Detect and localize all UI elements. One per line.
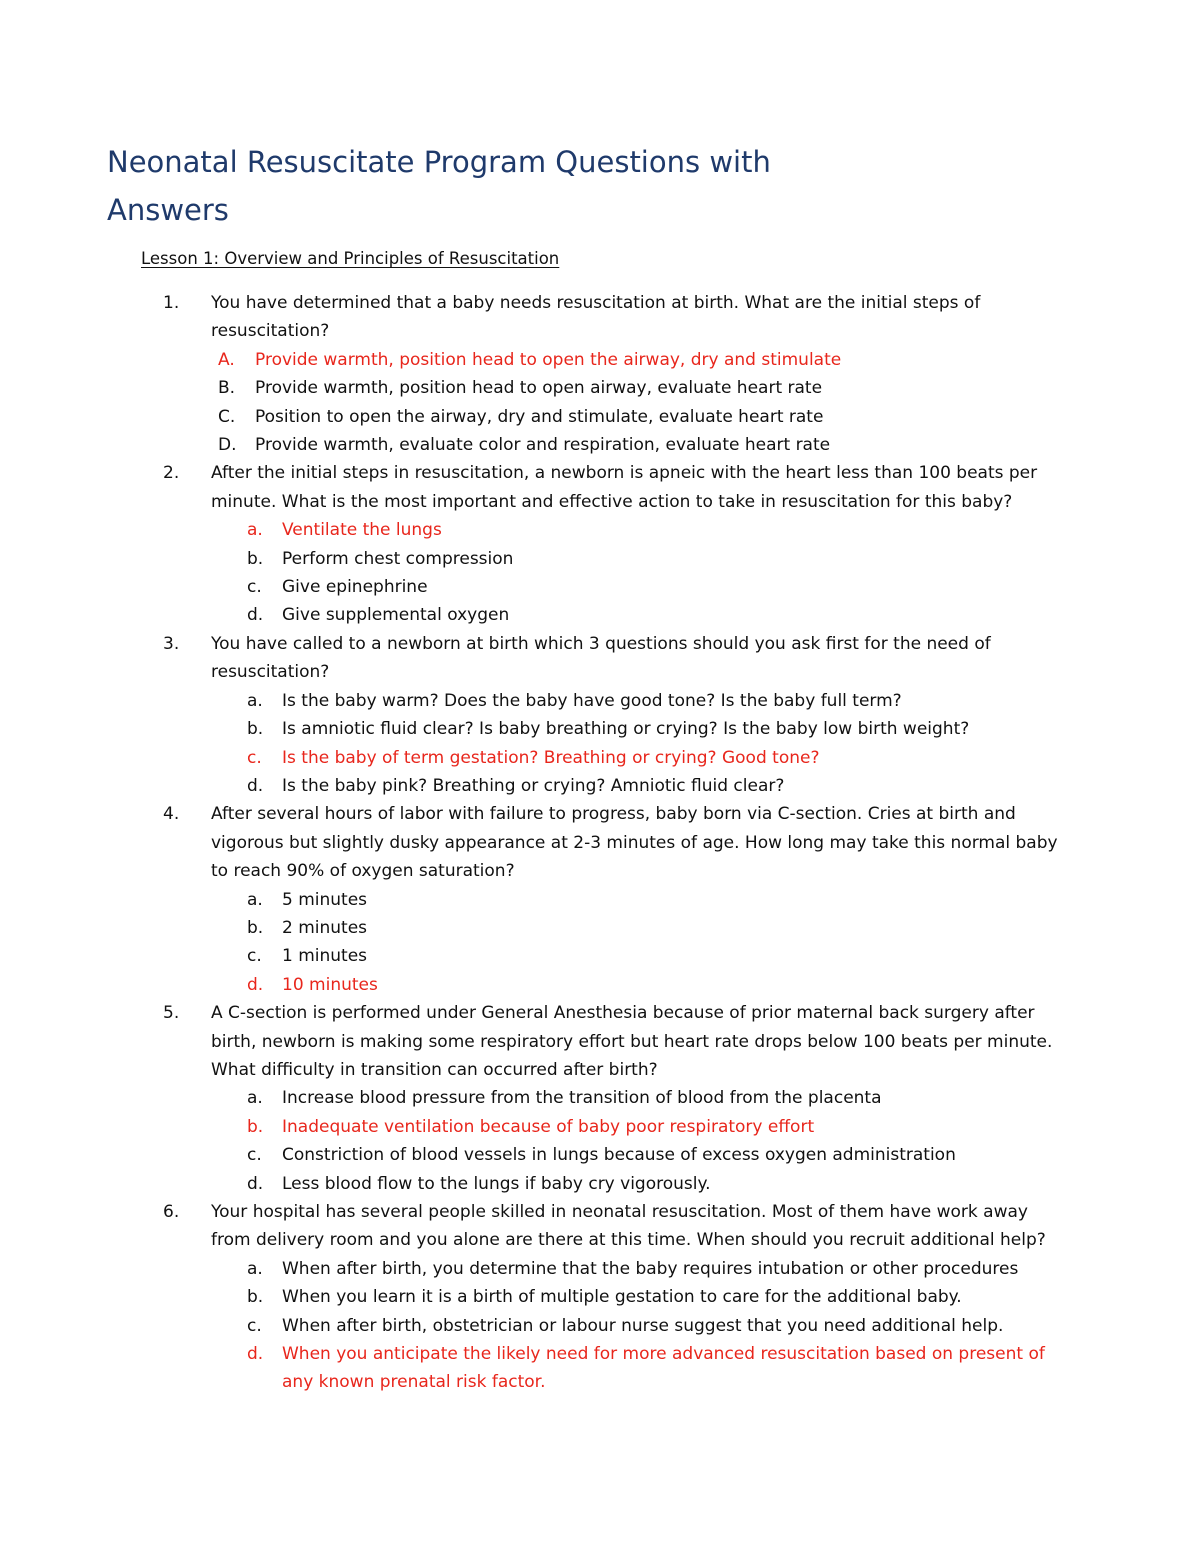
option-text: When after birth, you determine that the baby requires intubation or other procedures — [282, 1258, 1019, 1279]
option-list — [211, 687, 1071, 801]
answer-option — [211, 1141, 1071, 1169]
option-letter: c. — [247, 946, 262, 967]
option-text: When after birth, obstetrician or labour nurse suggest that you need additional help. — [282, 1315, 1004, 1336]
option-text: Provide warmth, evaluate color and respiration, evaluate heart rate — [255, 435, 831, 456]
option-letter: A. — [218, 349, 235, 370]
option-text: Provide warmth, position head to open the airway, dry and stimulate — [255, 349, 842, 370]
answer-option — [211, 601, 1071, 629]
option-list — [211, 516, 1071, 630]
option-letter: c. — [247, 1315, 262, 1336]
question-number: 3. — [163, 633, 180, 654]
answer-option — [211, 1255, 1071, 1283]
question-text: Your hospital has several people skilled in neonatal resuscitation. Most of them have work away from delivery room and you alone are there at this time. When should you recruit additional help? — [211, 1202, 1046, 1251]
option-text: Is amniotic fluid clear? Is baby breathing or crying? Is the baby low birth weight? — [282, 719, 970, 740]
option-letter: C. — [218, 406, 236, 427]
question-item — [0, 999, 1071, 1198]
option-text: 2 minutes — [282, 917, 368, 938]
question-item — [0, 1198, 1071, 1397]
option-list — [211, 886, 1071, 1000]
question-text: You have called to a newborn at birth which 3 questions should you ask first for the need of resuscitation? — [211, 633, 991, 683]
question-item — [0, 289, 1071, 459]
option-text: Is the baby pink? Breathing or crying? Amniotic fluid clear? — [282, 775, 785, 796]
option-text: Constriction of blood vessels in lungs because of excess oxygen administration — [282, 1145, 956, 1166]
answer-option — [211, 403, 1071, 431]
title-line-2: Answers — [107, 193, 229, 227]
answer-option — [211, 687, 1071, 715]
answer-option — [211, 1170, 1071, 1198]
option-letter: b. — [247, 917, 264, 938]
answer-option — [211, 1283, 1071, 1311]
option-letter: a. — [247, 1258, 263, 1279]
option-list — [211, 346, 1071, 460]
answer-option — [211, 914, 1071, 942]
question-item — [0, 630, 1071, 800]
option-letter: a. — [247, 520, 263, 541]
title-line-1: Neonatal Resuscitate Program Questions with — [107, 145, 771, 179]
answer-option — [211, 886, 1071, 914]
question-number: 5. — [163, 1003, 180, 1024]
question-text: After the initial steps in resuscitation, a newborn is apneic with the heart less than 100 beats per minute. What is the most important and effective action to take in resuscitation for this baby? — [211, 463, 1038, 512]
option-letter: d. — [247, 605, 264, 626]
question-number: 6. — [163, 1202, 180, 1222]
option-text: Provide warmth, position head to open airway, evaluate heart rate — [255, 378, 823, 399]
option-text: Is the baby warm? Does the baby have good tone? Is the baby full term? — [282, 690, 902, 711]
answer-option-correct — [211, 1113, 1071, 1141]
answer-option — [211, 573, 1071, 601]
question-text: A C-section is performed under General Anesthesia because of prior maternal back surgery after birth, newborn is making some respiratory effort but heart rate drops below 100 beats per minute. What difficulty in transition can occurred after birth? — [211, 1003, 1053, 1080]
option-text: Give epinephrine — [282, 577, 428, 598]
option-letter: b. — [247, 719, 264, 740]
answer-option — [211, 374, 1071, 402]
answer-option-correct — [211, 346, 1071, 374]
option-letter: b. — [247, 548, 264, 569]
option-letter: b. — [247, 1287, 264, 1308]
question-text: You have determined that a baby needs resuscitation at birth. What are the initial steps of resuscitation? — [211, 293, 981, 342]
answer-option — [211, 1312, 1071, 1340]
option-text: 1 minutes — [282, 946, 368, 967]
option-letter: d. — [247, 1344, 264, 1365]
question-number: 1. — [163, 293, 180, 313]
option-text: 10 minutes — [282, 974, 378, 995]
option-text: Give supplemental oxygen — [282, 605, 510, 626]
answer-option — [211, 431, 1071, 459]
option-text: Perform chest compression — [282, 548, 514, 569]
lesson-heading: Lesson 1: Overview and Principles of Resuscitation — [141, 249, 560, 268]
option-list — [211, 1084, 1071, 1198]
question-item — [0, 800, 1071, 999]
option-list — [211, 1255, 1071, 1397]
question-number: 4. — [163, 804, 180, 825]
answer-option-correct — [211, 744, 1071, 772]
option-letter: D. — [218, 435, 237, 456]
option-letter: d. — [247, 1173, 264, 1194]
option-letter: B. — [218, 378, 236, 399]
option-text: Ventilate the lungs — [282, 520, 442, 541]
answer-option-correct — [211, 516, 1071, 544]
option-letter: d. — [247, 974, 264, 995]
option-text: 5 minutes — [282, 889, 368, 910]
question-text: After several hours of labor with failure to progress, baby born via C-section. Cries at birth and vigorous but slightly dusky appearance at 2-3 minutes of age. How long may take this normal baby to reach 90% of oxygen saturation? — [211, 804, 1058, 882]
document-title — [107, 138, 1007, 234]
option-text: When you anticipate the likely need for more advanced resuscitation based on present of any known prenatal risk factor. — [282, 1344, 1045, 1393]
option-text: When you learn it is a birth of multiple gestation to care for the additional baby. — [282, 1287, 962, 1308]
option-text: Inadequate ventilation because of baby poor respiratory effort — [282, 1116, 815, 1137]
answer-option — [211, 942, 1071, 970]
option-letter: d. — [247, 775, 264, 796]
option-letter: c. — [247, 747, 262, 768]
option-text: Less blood flow to the lungs if baby cry vigorously. — [282, 1173, 711, 1194]
question-number: 2. — [163, 463, 180, 484]
option-letter: a. — [247, 889, 263, 910]
option-letter: b. — [247, 1116, 264, 1137]
option-letter: c. — [247, 577, 262, 598]
answer-option — [211, 772, 1071, 800]
answer-option-correct — [211, 1340, 1071, 1397]
option-letter: a. — [247, 690, 263, 711]
question-list — [0, 289, 1200, 1397]
option-text: Position to open the airway, dry and stimulate, evaluate heart rate — [255, 406, 824, 427]
option-letter: a. — [247, 1088, 263, 1109]
question-item — [0, 459, 1071, 629]
answer-option — [211, 715, 1071, 743]
option-text: Is the baby of term gestation? Breathing or crying? Good tone? — [282, 747, 820, 768]
option-text: Increase blood pressure from the transition of blood from the placenta — [282, 1088, 882, 1109]
answer-option — [211, 545, 1071, 573]
answer-option-correct — [211, 971, 1071, 999]
answer-option — [211, 1084, 1071, 1112]
option-letter: c. — [247, 1145, 262, 1166]
